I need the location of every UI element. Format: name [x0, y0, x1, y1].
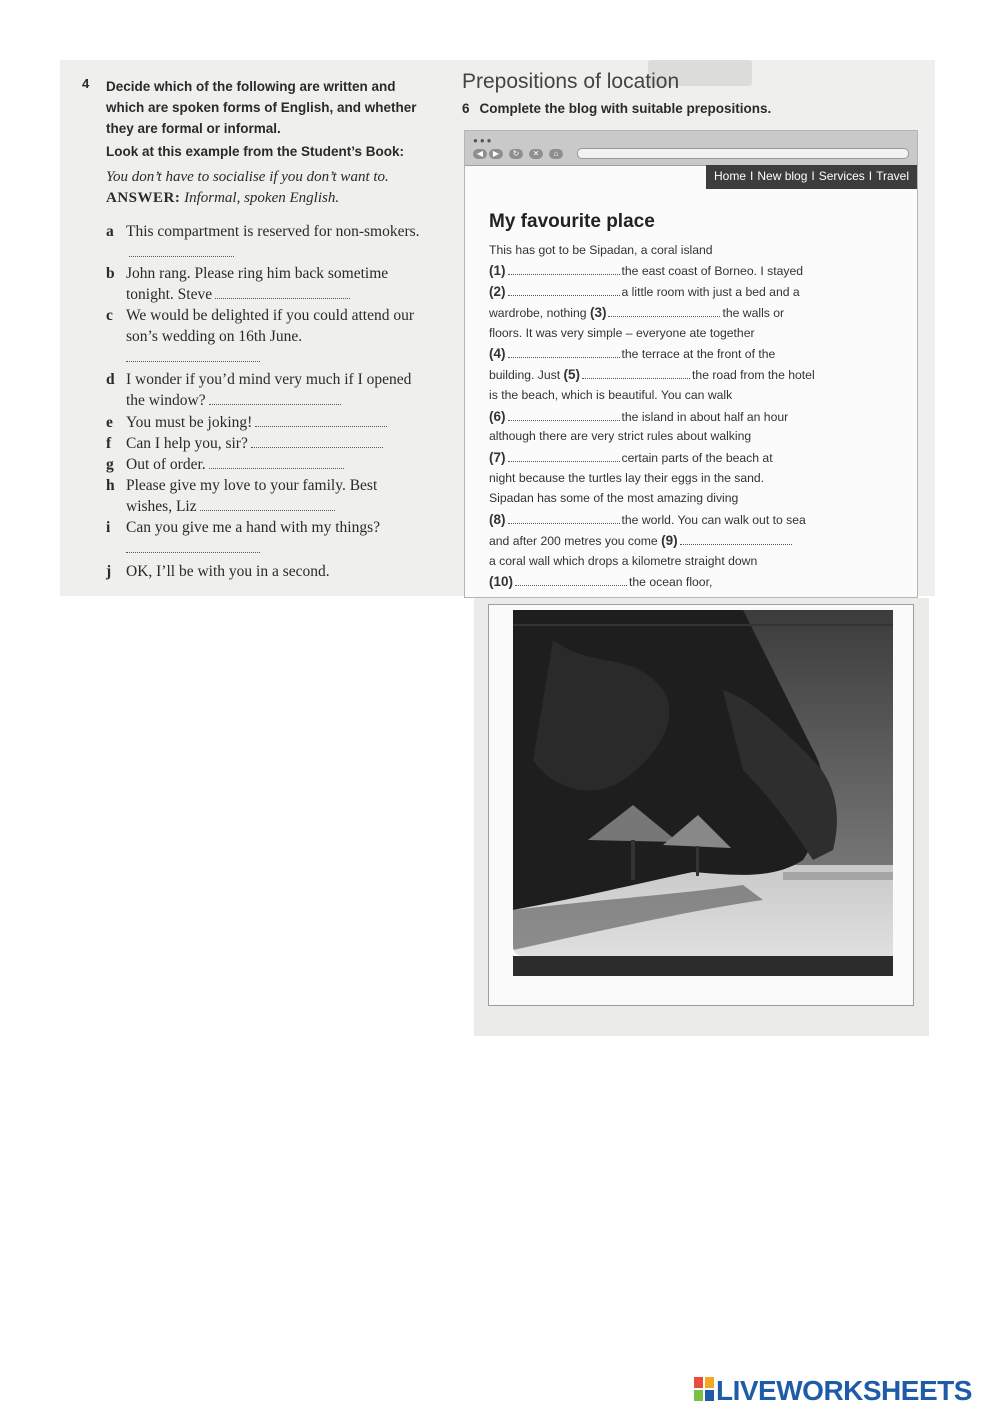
item-letter: e [106, 414, 113, 431]
logo-mark-icon [694, 1377, 714, 1401]
answer-blank[interactable] [608, 306, 720, 317]
item-text: We would be delighted if you could attend our son’s wedding on 16th June. [126, 307, 415, 345]
blog-line: (2) a little room with just a bed and a [489, 284, 800, 299]
stop-icon[interactable]: ✕ [529, 149, 543, 159]
item-text: You must be joking! [126, 414, 253, 431]
answer-label: ANSWER: [106, 190, 181, 206]
blog-line: floors. It was very simple – everyone ate together [489, 326, 755, 340]
blog-line: This has got to be Sipadan, a coral island [489, 243, 713, 257]
item-letter: d [106, 371, 115, 388]
item-letter: a [106, 223, 114, 240]
example-label: Look at this example from the Student’s Book: [106, 144, 405, 159]
example-sentence: You don’t have to socialise if you don’t want to. [106, 169, 389, 185]
home-icon[interactable]: ⌂ [549, 149, 563, 159]
answer-blank[interactable] [255, 414, 387, 427]
window-controls-icon: ●●● [473, 136, 494, 145]
item-text: OK, I’ll be with you in a second. [126, 563, 330, 580]
exercise-instruction: Complete the blog with suitable prepositions. [479, 101, 772, 116]
answer-blank[interactable] [515, 575, 627, 586]
nav-home[interactable]: Home [714, 169, 747, 183]
blog-line: although there are very strict rules about walking [489, 429, 752, 443]
item-letter: h [106, 477, 115, 494]
address-bar[interactable] [577, 148, 909, 159]
nav-travel[interactable]: Travel [876, 169, 909, 183]
answer-blank[interactable] [209, 456, 344, 469]
blog-line: night because the turtles lay their eggs in the sand. [489, 471, 765, 485]
item-letter: c [106, 307, 113, 324]
logo-text: LIVEWORKSHEETS [716, 1375, 972, 1406]
photo-top-rule [513, 624, 893, 626]
browser-toolbar [465, 131, 917, 166]
answer-blank[interactable] [680, 534, 792, 545]
answer-blank[interactable] [209, 392, 341, 405]
item-letter: f [106, 435, 112, 452]
answer-blank[interactable] [215, 286, 350, 299]
blog-line: (8) the world. You can walk out to sea [489, 512, 806, 527]
item-text: John rang. Please ring him back sometime tonight. Steve [126, 265, 389, 303]
nav-services[interactable]: Services [818, 169, 865, 183]
exercise-6-instruction [462, 101, 771, 116]
exercise-number: 4 [82, 76, 90, 91]
blog-title: My favourite place [489, 211, 655, 232]
item-text: I wonder if you’d mind very much if I opened the window? [126, 371, 412, 409]
blog-line: (4) the terrace at the front of the [489, 346, 776, 361]
answer-text: Informal, spoken English. [184, 190, 340, 206]
answer-blank[interactable] [200, 498, 335, 511]
blog-line: (7) certain parts of the beach at [489, 450, 773, 465]
blog-line: a coral wall which drops a kilometre straight down [489, 554, 758, 568]
blog-line: (1) the east coast of Borneo. I stayed [489, 263, 804, 278]
blog-line: and after 200 metres you come (9) [489, 533, 869, 548]
answer-blank[interactable] [126, 349, 260, 362]
blog-nav: Home I New blog I Services I Travel [706, 165, 917, 189]
answer-blank[interactable] [582, 368, 690, 379]
blog-line: (6) the island in about half an hour [489, 409, 789, 424]
section-title: Prepositions of location [462, 70, 680, 93]
exercise-instruction: Decide which of the following are written and which are spoken forms of English, and whether they are formal or informal. [106, 79, 417, 136]
nav-new-blog[interactable]: New blog [757, 169, 808, 183]
blog-line: Sipadan has some of the most amazing diving [489, 491, 739, 505]
item-text: Please give my love to your family. Best wishes, Liz [126, 477, 378, 515]
item-text: Can you give me a hand with my things? [126, 519, 380, 536]
back-icon[interactable]: ◀ [473, 149, 487, 159]
answer-blank[interactable] [508, 264, 620, 275]
item-letter: i [106, 519, 111, 536]
blog-line: is the beach, which is beautiful. You can walk [489, 388, 733, 402]
blog-line: (10) the ocean floor, [489, 574, 713, 589]
answer-blank[interactable] [251, 435, 383, 448]
answer-blank[interactable] [129, 244, 234, 257]
reload-icon[interactable]: ↻ [509, 149, 523, 159]
answer-blank[interactable] [508, 285, 620, 296]
blog-line: building. Just (5) the road from the hotel [489, 367, 815, 382]
item-letter: b [106, 265, 115, 282]
item-letter: j [106, 563, 112, 580]
answer-blank[interactable] [508, 513, 620, 524]
answer-blank[interactable] [508, 347, 620, 358]
item-text: Can I help you, sir? [126, 435, 248, 452]
beach-photo [513, 610, 893, 976]
example-answer [106, 190, 339, 207]
answer-blank[interactable] [508, 410, 620, 421]
item-text: Out of order. [126, 456, 206, 473]
browser-window [464, 130, 918, 598]
answer-blank[interactable] [508, 451, 620, 462]
item-letter: g [106, 456, 114, 473]
item-text: This compartment is reserved for non-smokers. [126, 223, 420, 240]
blog-line: wardrobe, nothing (3) the walls or [489, 305, 785, 320]
exercise-number: 6 [462, 101, 470, 116]
forward-icon[interactable]: ▶ [489, 149, 503, 159]
answer-blank[interactable] [126, 540, 260, 553]
